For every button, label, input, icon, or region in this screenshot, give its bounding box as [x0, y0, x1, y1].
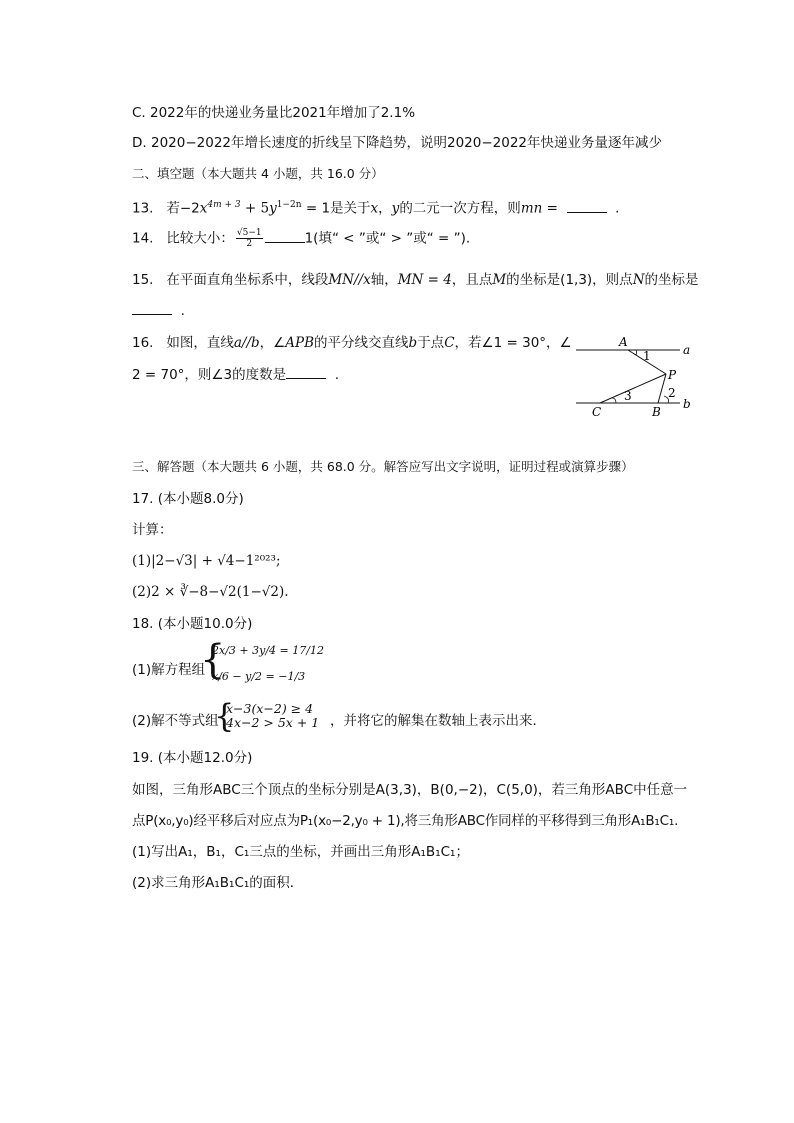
q17-heading: 17. (本小题8.0分) [132, 491, 244, 507]
q16-c: C [444, 335, 455, 351]
q13-eq: = [542, 200, 563, 217]
q15-seg: MN//x [328, 272, 371, 288]
q15-a: 轴， [370, 272, 398, 288]
q13-var2: y [269, 200, 277, 217]
q18-brace-2: { [214, 697, 235, 735]
q18-ineq1: x−3(x−2) ≥ 4 [226, 701, 314, 716]
question-14 [132, 228, 470, 249]
q15-pre: 在平面直角坐标系中，线段 [166, 272, 329, 288]
section-2-heading: 二、填空题（本大题共 4 小题，共 16.0 分） [132, 166, 384, 181]
q16-line2a: 2 = 70°，则∠3的度数是 [132, 367, 287, 383]
item-d: D. 2020−2022年增长速度的折线呈下降趋势，说明2020−2022年快递业务量逐年减少 [132, 135, 663, 151]
q13-x: x [370, 200, 379, 217]
q19-line1: 如图，三角形ABC三个顶点的坐标分别是A(3,3)，B(0,−2)，C(5,0)，若三角形ABC中任意一 [132, 782, 688, 798]
q14-post: 1(填“ < ”或“ > ”或“ = ”). [304, 230, 471, 247]
q17-part1: (1)|2−√3| + √4−1²⁰²³; [132, 553, 281, 569]
q19-heading: 19. (本小题12.0分) [132, 750, 253, 766]
label-B: B [652, 405, 661, 419]
label-C: C [592, 405, 602, 419]
q18-part1-label: (1)解方程组 [132, 662, 206, 678]
q16-end: . [334, 367, 339, 383]
q15-end: . [180, 303, 185, 319]
q13-y: y [391, 200, 400, 217]
q16-num: 16. [132, 335, 154, 351]
q13-exp1: 4m + 3 [207, 200, 241, 210]
q13-comma: ， [378, 200, 392, 217]
q19-line4: (2)求三角形A₁B₁C₁的面积． [132, 875, 304, 891]
q18-brace-1: { [200, 637, 226, 683]
q18-part2-post: ，并将它的解集在数轴上表示出来． [330, 713, 546, 729]
q18-eq1: 2x/3 + 3y/4 = 17/12 [212, 644, 324, 657]
q14-num: 14. [132, 230, 154, 247]
q19-line3: (1)写出A₁，B₁，C₁三点的坐标，并画出三角形A₁B₁C₁； [132, 844, 469, 860]
q14-blank[interactable] [265, 230, 305, 243]
q14-frac-den: 2 [246, 239, 253, 249]
q19-line2: 点P(x₀,y₀)经平移后对应点为P₁(x₀−2,y₀ + 1),将三角形ABC作同样的平移得到三角形A₁B₁C₁. [132, 813, 679, 829]
q16-text1: 如图，直线 [166, 335, 234, 351]
q16-ab: a//b [233, 335, 260, 351]
q16-text5: ，若∠1 = 30°，∠ [454, 335, 572, 351]
q15-n: N [632, 272, 645, 288]
q16-text3: 的平分线交直线 [314, 335, 409, 351]
question-13 [132, 196, 619, 218]
q16-b: b [408, 335, 418, 351]
angle-1-arc [634, 350, 637, 355]
q18-part2-label: (2)解不等式组 [132, 713, 219, 729]
q15-b: ，且点 [451, 272, 493, 288]
q13-end: . [615, 200, 620, 217]
label-one: 1 [643, 349, 651, 363]
q18-ineq2: 4x−2 > 5x + 1 [226, 715, 320, 730]
question-16-line2 [132, 366, 339, 384]
q14-pre: 比较大小： [166, 230, 234, 247]
q13-post1: = 1是关于 [301, 200, 371, 217]
q15-num: 15. [132, 272, 154, 288]
section-3-heading: 三、解答题（本大题共 6 小题，共 68.0 分。解答应写出文字说明，证明过程或演算步骤） [132, 459, 634, 474]
angle-3-arc [612, 398, 616, 403]
q13-post2: 的二元一次方程，则 [399, 200, 521, 217]
q18-eq2: x/6 − y/2 = −1/3 [212, 670, 306, 683]
q15-blank[interactable] [132, 302, 172, 315]
q14-frac-num: √5−1 [236, 228, 262, 238]
q15-d: 的坐标是 [644, 272, 699, 288]
q13-var1: x [199, 200, 208, 217]
label-three: 3 [624, 389, 632, 403]
q13-mid: + 5 [240, 200, 270, 217]
label-A: A [619, 335, 628, 349]
q15-len: MN = 4 [397, 272, 452, 288]
q13-num: 13. [132, 200, 154, 217]
q13-pre: 若−2 [166, 200, 200, 217]
question-16 [132, 334, 572, 352]
q13-mn: mn [520, 200, 543, 217]
item-c: C. 2022年的快递业务量比2021年增加了2.1% [132, 105, 416, 121]
q18-heading: 18. (本小题10.0分) [132, 616, 253, 632]
q16-text4: 于点 [417, 335, 445, 351]
label-P: P [668, 368, 677, 382]
q16-text2: ，∠ [259, 335, 286, 351]
question-15 [132, 271, 699, 289]
q16-figure [572, 332, 702, 424]
q15-answer-line [132, 302, 185, 320]
q16-blank[interactable] [286, 366, 326, 379]
label-two: 2 [668, 386, 676, 400]
q13-blank[interactable] [567, 200, 607, 213]
segment-pc [600, 374, 666, 403]
q16-apb: APB [285, 335, 315, 351]
q14-fraction [236, 228, 263, 249]
q15-m: M [492, 272, 507, 288]
q13-exp2: 1−2n [276, 200, 302, 210]
q17-part2: (2)2 × ∛−8−√2(1−√2). [132, 584, 289, 600]
label-a: a [683, 343, 691, 357]
q17-calc: 计算： [132, 522, 173, 538]
segment-pb [658, 374, 666, 403]
q15-c: 的坐标是(1,3)，则点 [506, 272, 633, 288]
label-b: b [683, 397, 691, 411]
